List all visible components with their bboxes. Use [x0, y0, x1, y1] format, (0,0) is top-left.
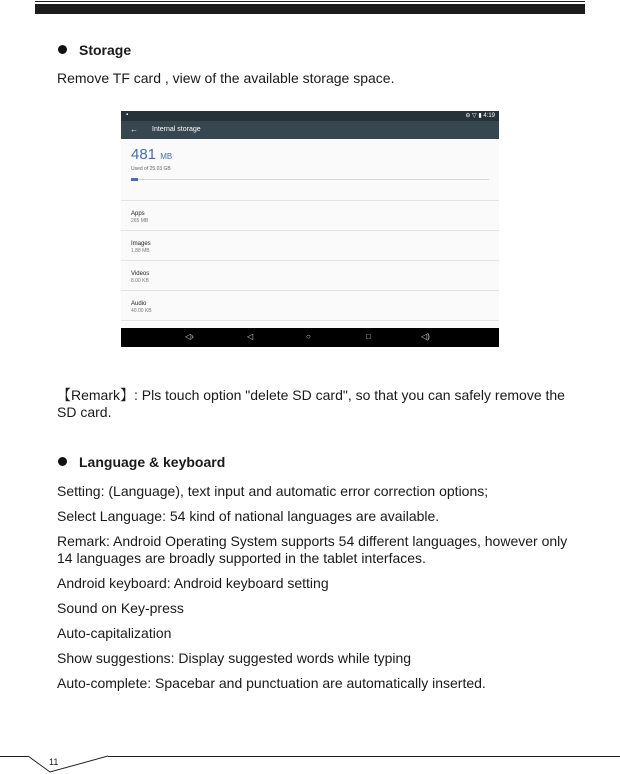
volume-up-icon[interactable]: ◁) [421, 332, 430, 341]
footer-rule-left [0, 756, 28, 757]
used-of-total: Used of 25.03 GB [131, 166, 171, 172]
status-icons: ⊖ ▽ ▮ 4:19 [465, 113, 495, 119]
storage-category-row[interactable] [121, 291, 499, 321]
app-bar [121, 121, 499, 139]
back-icon[interactable]: ◁ [247, 332, 254, 341]
storage-intro: Remove TF card , view of the available storage space. [57, 70, 395, 86]
page-number: 11 [49, 757, 59, 767]
language-line: Sound on Key-press [57, 600, 184, 616]
category-size: 265 MB [131, 218, 149, 224]
footer-tab-shape [28, 748, 108, 774]
category-label: Audio [131, 301, 147, 307]
category-size: 8.00 KB [131, 278, 149, 284]
category-label: Videos [131, 271, 150, 277]
category-label: Images [131, 241, 151, 247]
category-size: 1.88 MB [131, 248, 150, 254]
language-line: Setting: (Language), text input and automatic error correction options; [57, 483, 489, 499]
storage-remark: 【Remark】: Pls touch option "delete SD card", so that you can safely remove the SD card. [57, 387, 565, 420]
bullet-dot [58, 45, 67, 54]
category-label: Apps [131, 211, 145, 217]
nav-bar [121, 328, 499, 347]
header-rule [35, 4, 585, 14]
storage-category-row[interactable] [121, 231, 499, 261]
footer-rule-right [108, 756, 620, 757]
recents-icon[interactable]: □ [366, 332, 371, 341]
app-bar-title: Internal storage [152, 126, 201, 133]
storage-progress-track [131, 179, 489, 180]
language-line: Auto-complete: Spacebar and punctuation are automatically inserted. [57, 675, 486, 691]
language-line: Android keyboard: Android keyboard setting [57, 575, 329, 591]
volume-down-icon[interactable]: ◁› [185, 332, 194, 341]
storage-screenshot [121, 111, 499, 347]
status-time: 4:19 [483, 113, 495, 119]
category-size: 40.00 KB [131, 308, 152, 314]
language-line: Remark: Android Operating System supports 54 different languages, however only 14 languages are broadly supported in the tablet interfaces. [57, 533, 568, 566]
storage-summary [121, 139, 499, 201]
bullet-dot [58, 457, 67, 466]
back-arrow-icon[interactable]: ← [130, 125, 138, 134]
notification-icon: ▪ [126, 112, 129, 118]
language-heading: Language & keyboard [58, 454, 225, 470]
home-icon[interactable]: ○ [306, 332, 311, 341]
storage-category-row[interactable] [121, 261, 499, 291]
storage-heading: Storage [58, 42, 131, 58]
storage-category-row[interactable] [121, 201, 499, 231]
language-line: Show suggestions: Display suggested words while typing [57, 650, 412, 666]
used-amount: 481 MB [131, 146, 173, 163]
language-line: Select Language: 54 kind of national languages are available. [57, 508, 440, 524]
status-bar [121, 111, 499, 121]
storage-progress-fill [131, 178, 138, 181]
header-rule-thin [35, 1, 585, 2]
language-line: Auto-capitalization [57, 625, 172, 641]
storage-category-list [121, 201, 499, 347]
